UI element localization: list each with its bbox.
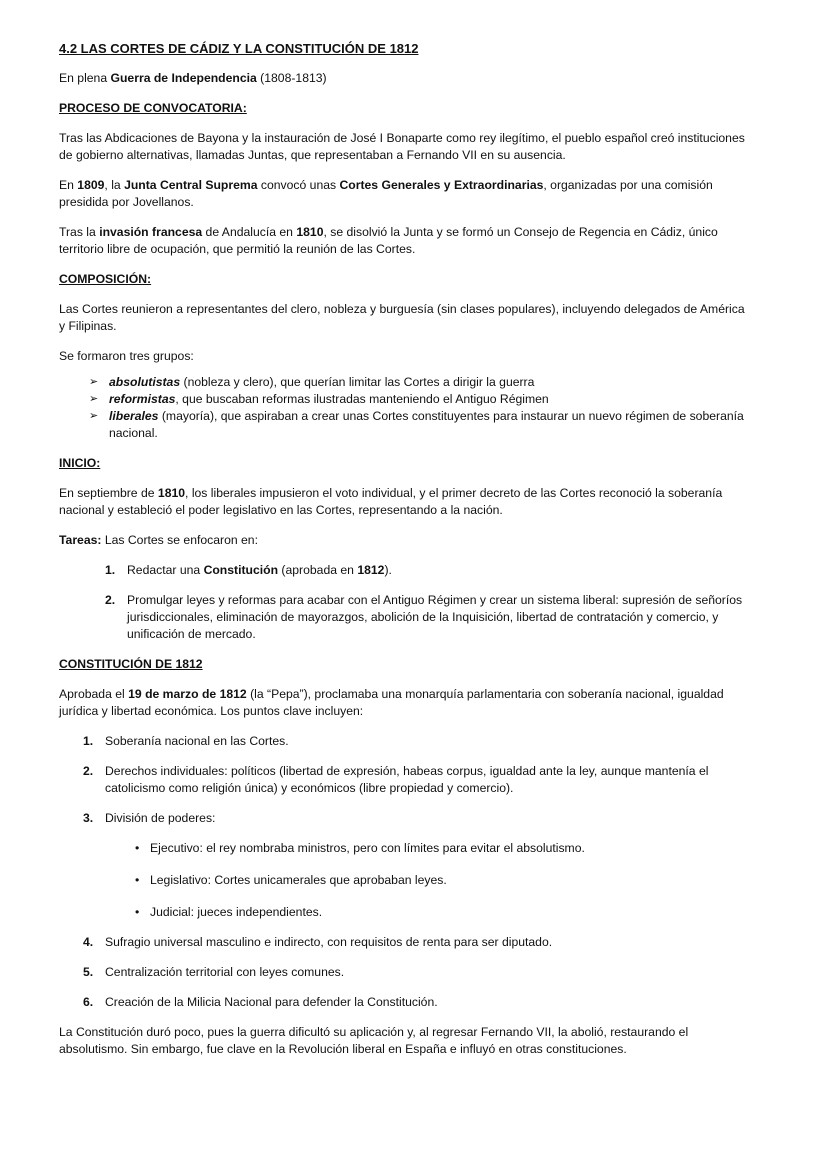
document-page <box>59 40 749 1071</box>
bullet-icon: • <box>135 873 140 887</box>
arrow-bullet-icon: ➢ <box>89 376 99 388</box>
inicio-paragraph-1: En septiembre de 1810, los liberales impusieron el voto individual, y el primer decreto de las Cortes reconoció la soberanía nacional y estableció el poder legislativo en las Cortes, representando a la nación. <box>59 486 723 517</box>
bullet-icon: • <box>135 905 140 919</box>
heading-inicio: INICIO: <box>59 456 101 470</box>
list-item: 5. Centralización territorial con leyes comunes. <box>83 965 345 979</box>
proceso-paragraph-2: En 1809, la Junta Central Suprema convocó unas Cortes Generales y Extraordinarias, organizadas por una comisión presidida por Jovellanos. <box>59 178 713 209</box>
arrow-bullet-icon: ➢ <box>89 410 99 422</box>
list-item: ➢ liberales (mayoría), que aspiraban a crear unas Cortes constituyentes para instaurar un nuevo régimen de soberanía nacional. <box>89 409 744 440</box>
list-item: ➢ absolutistas (nobleza y clero), que querían limitar las Cortes a dirigir la guerra <box>89 375 535 389</box>
proceso-paragraph-1: Tras las Abdicaciones de Bayona y la instauración de José I Bonaparte como rey ilegítimo, el pueblo español creó instituciones de gobierno alternativas, llamadas Juntas, que representaban a Fernando VII en su ausencia. <box>59 131 745 162</box>
composicion-paragraph-1: Las Cortes reunieron a representantes del clero, nobleza y burguesía (sin clases populares), incluyendo delegados de América y Filipinas. <box>59 302 745 333</box>
document-title: 4.2 LAS CORTES DE CÁDIZ Y LA CONSTITUCIÓN DE 1812 <box>59 41 419 56</box>
groups-list <box>59 374 749 442</box>
intro-paragraph: En plena Guerra de Independencia (1808-1813) <box>59 71 327 85</box>
list-item: • Judicial: jueces independientes. <box>135 905 323 919</box>
list-item: 3. División de poderes: • Ejecutivo: el rey nombraba ministros, pero con límites para evitar el absolutismo. • Legislativo: Cortes unicamerales que aprobaban leyes. • Judicial: jueces independientes. <box>83 810 749 921</box>
list-item: 2. Promulgar leyes y reformas para acabar con el Antiguo Régimen y crear un sistema liberal: supresión de señoríos jurisdiccionales, eliminación de mayorazgos, abolición de la Inquisición, libertad de contratación y comercio, y unificación de mercado. <box>105 593 743 641</box>
points-list <box>59 733 749 1011</box>
list-item: ➢ reformistas, que buscaban reformas ilustradas manteniendo el Antiguo Régimen <box>89 392 549 406</box>
conclusion-paragraph: La Constitución duró poco, pues la guerra dificultó su aplicación y, al regresar Fernando VII, la abolió, restaurando el absolutismo. Sin embargo, fue clave en la Revolución liberal en España e influyó en otras constituciones. <box>59 1025 689 1056</box>
list-item: 1. Soberanía nacional en las Cortes. <box>83 734 289 748</box>
list-item: 4. Sufragio universal masculino e indirecto, con requisitos de renta para ser diputado. <box>83 935 553 949</box>
list-item: • Ejecutivo: el rey nombraba ministros, pero con límites para evitar el absolutismo. <box>135 841 585 855</box>
heading-constitucion: CONSTITUCIÓN DE 1812 <box>59 657 203 671</box>
arrow-bullet-icon: ➢ <box>89 393 99 405</box>
bullet-icon: • <box>135 841 140 855</box>
poderes-list <box>105 840 749 921</box>
heading-composicion: COMPOSICIÓN: <box>59 272 152 286</box>
constitucion-paragraph-1: Aprobada el 19 de marzo de 1812 (la “Pepa”), proclamaba una monarquía parlamentaria con soberanía nacional, igualdad jurídica y libertad económica. Los puntos clave incluyen: <box>59 687 724 718</box>
composicion-paragraph-2: Se formaron tres grupos: <box>59 349 194 363</box>
list-item: • Legislativo: Cortes unicamerales que aprobaban leyes. <box>135 873 447 887</box>
tareas-paragraph: Tareas: Las Cortes se enfocaron en: <box>59 533 258 547</box>
list-item: 6. Creación de la Milicia Nacional para defender la Constitución. <box>83 995 438 1009</box>
tasks-list <box>59 562 749 643</box>
proceso-paragraph-3: Tras la invasión francesa de Andalucía en 1810, se disolvió la Junta y se formó un Consejo de Regencia en Cádiz, único territorio libre de ocupación, que permitió la reunión de las Cortes. <box>59 225 718 256</box>
heading-proceso: PROCESO DE CONVOCATORIA: <box>59 101 247 115</box>
list-item: 2. Derechos individuales: políticos (libertad de expresión, habeas corpus, igualdad ante la ley, aunque mantenía el catolicismo como religión única) y económicos (libre propiedad y comercio). <box>83 764 709 795</box>
list-item: 1. Redactar una Constitución (aprobada en 1812). <box>105 563 392 577</box>
